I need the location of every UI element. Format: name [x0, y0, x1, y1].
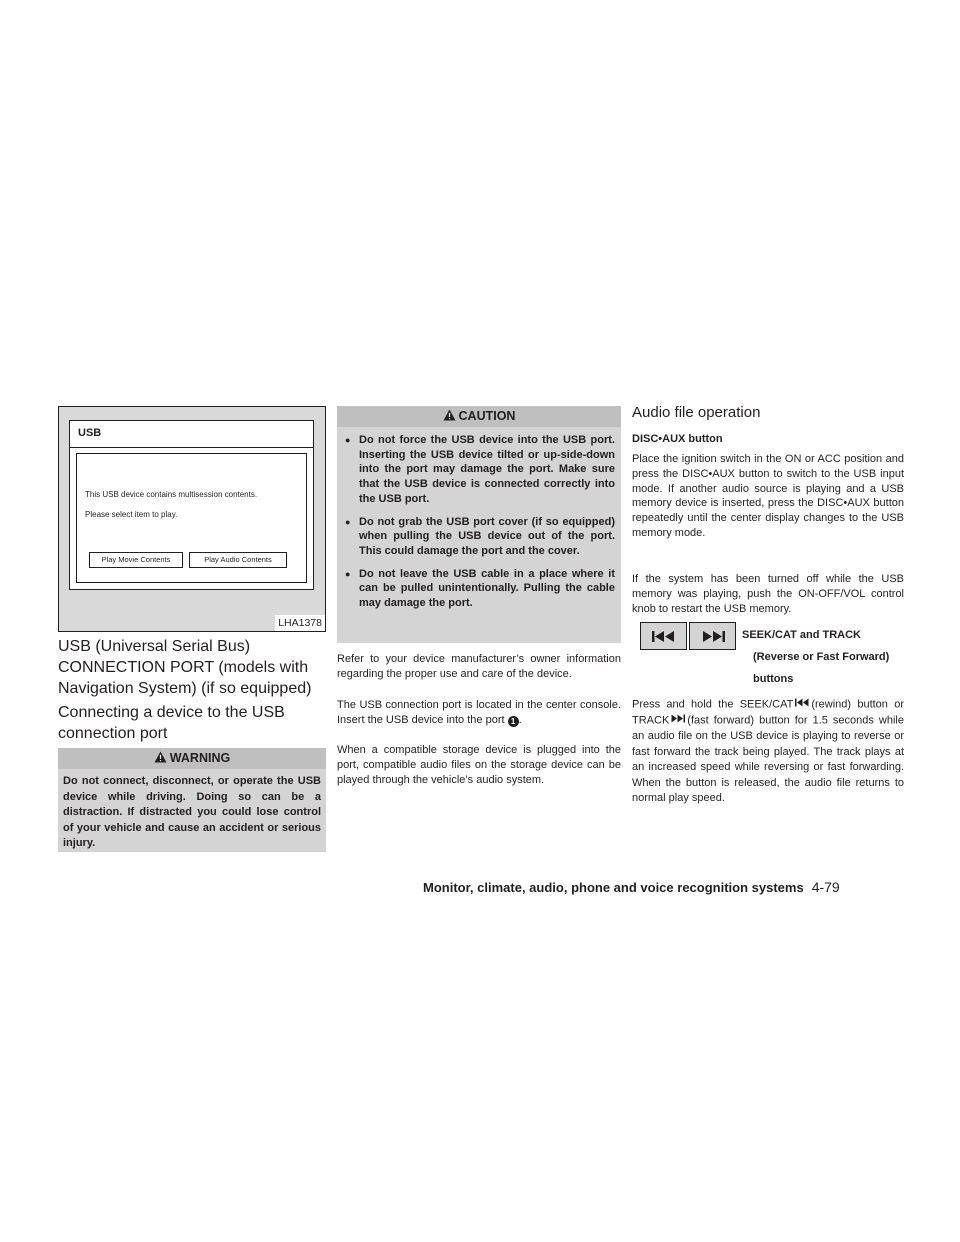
caution-title: CAUTION — [458, 409, 516, 423]
play-movie-button: Play Movie Contents — [89, 552, 183, 568]
audio-operation-heading: Audio file operation — [632, 404, 761, 421]
paragraph-compatible: When a compatible storage device is plugged into the port, compatible audio files on the storage device can be played through the vehicle’s audio system. — [337, 744, 621, 786]
seek-label-line2: (Reverse or Fast Forward) — [753, 651, 890, 663]
paragraph-press-hold — [632, 697, 904, 807]
warning-box — [58, 748, 326, 852]
seek-track-label — [742, 624, 889, 690]
footer-title: Monitor, climate, audio, phone and voice recognition systems — [423, 880, 804, 895]
port-location-end: . — [518, 713, 522, 726]
press-text-a: Press and hold the SEEK/CAT — [632, 698, 794, 711]
caution-item: ● Do not grab the USB port cover (if so equipped) when pulling the USB device out of the port. This could damage the port and the cover. — [343, 515, 615, 559]
warning-text: Do not connect, disconnect, or operate the USB device while driving. Doing so can be a distraction. If distracted you could lose control of your vehicle and cause an accident or serious injury. — [63, 775, 321, 849]
usb-display-screen — [69, 420, 314, 590]
warning-triangle-icon — [154, 749, 167, 770]
caution-item: ● Do not force the USB device into the USB port. Inserting the USB device tilted or up-side-down into the port may damage the port. Make sure that the USB device is connected correctly into the USB port. — [343, 433, 615, 507]
screen-message-line1: This USB device contains multisession contents. — [85, 490, 258, 499]
caution-item: ● Do not leave the USB cable in a place where it can be pulled unintentionally. Pulling the cable may damage the port. — [343, 567, 615, 611]
play-audio-button: Play Audio Contents — [189, 552, 287, 568]
fast-forward-button-icon — [689, 622, 736, 650]
press-text-b: (rewind) button or TRACK — [632, 698, 904, 727]
fast-forward-icon — [671, 713, 685, 729]
paragraph-ignition: Place the ignition switch in the ON or ACC position and press the DISC•AUX button to switch to the USB input mode. If another audio source is playing and a USB memory device is inserted, press the DISC•AUX button repeatedly until the center display changes to the USB memory mode. — [632, 453, 904, 539]
callout-number-icon: 1 — [508, 716, 519, 727]
screen-message-panel — [76, 453, 307, 583]
screen-divider — [70, 447, 313, 448]
caution-box — [337, 406, 621, 643]
page-number: 4-79 — [811, 879, 840, 895]
rewind-button-icon — [640, 622, 687, 650]
seek-track-buttons-illustration — [640, 622, 736, 650]
caution-header — [337, 406, 621, 427]
warning-title: WARNING — [169, 751, 231, 765]
disc-aux-heading: DISC•AUX button — [632, 433, 723, 445]
press-text-c: (fast forward) button for 1.5 seconds while an audio file on the USB device is playing to reverse or fast forward the track being played. The track plays at an increased speed while reversing or fast forwarding. When the button is released, the audio file returns to normal play speed. — [632, 714, 904, 805]
screen-message-line2: Please select item to play. — [85, 510, 178, 519]
paragraph-refer: Refer to your device manufacturer’s owner information regarding the proper use and care of the device. — [337, 653, 621, 680]
figure-code: LHA1378 — [275, 615, 325, 631]
seek-label-line3: buttons — [753, 673, 794, 685]
caution-triangle-icon — [443, 407, 456, 428]
rewind-icon — [795, 697, 809, 713]
page-footer — [423, 879, 840, 895]
caution-list — [337, 427, 621, 611]
usb-screen-figure — [58, 406, 326, 632]
subsection-heading: Connecting a device to the USB connection port — [58, 704, 285, 742]
port-location-text: The USB connection port is located in the center console. Insert the USB device into the port — [337, 699, 621, 726]
paragraph-port-location — [337, 698, 621, 728]
seek-label-line1: SEEK/CAT and TRACK — [742, 629, 861, 641]
paragraph-restart: If the system has been turned off while the USB memory was playing, push the ON-OFF/VOL control knob to restart the USB memory. — [632, 573, 904, 615]
screen-title: USB — [78, 427, 102, 439]
section-heading: USB (Universal Serial Bus) CONNECTION PORT (models with Navigation System) (if so equipped) — [58, 638, 312, 697]
warning-header — [58, 748, 326, 769]
